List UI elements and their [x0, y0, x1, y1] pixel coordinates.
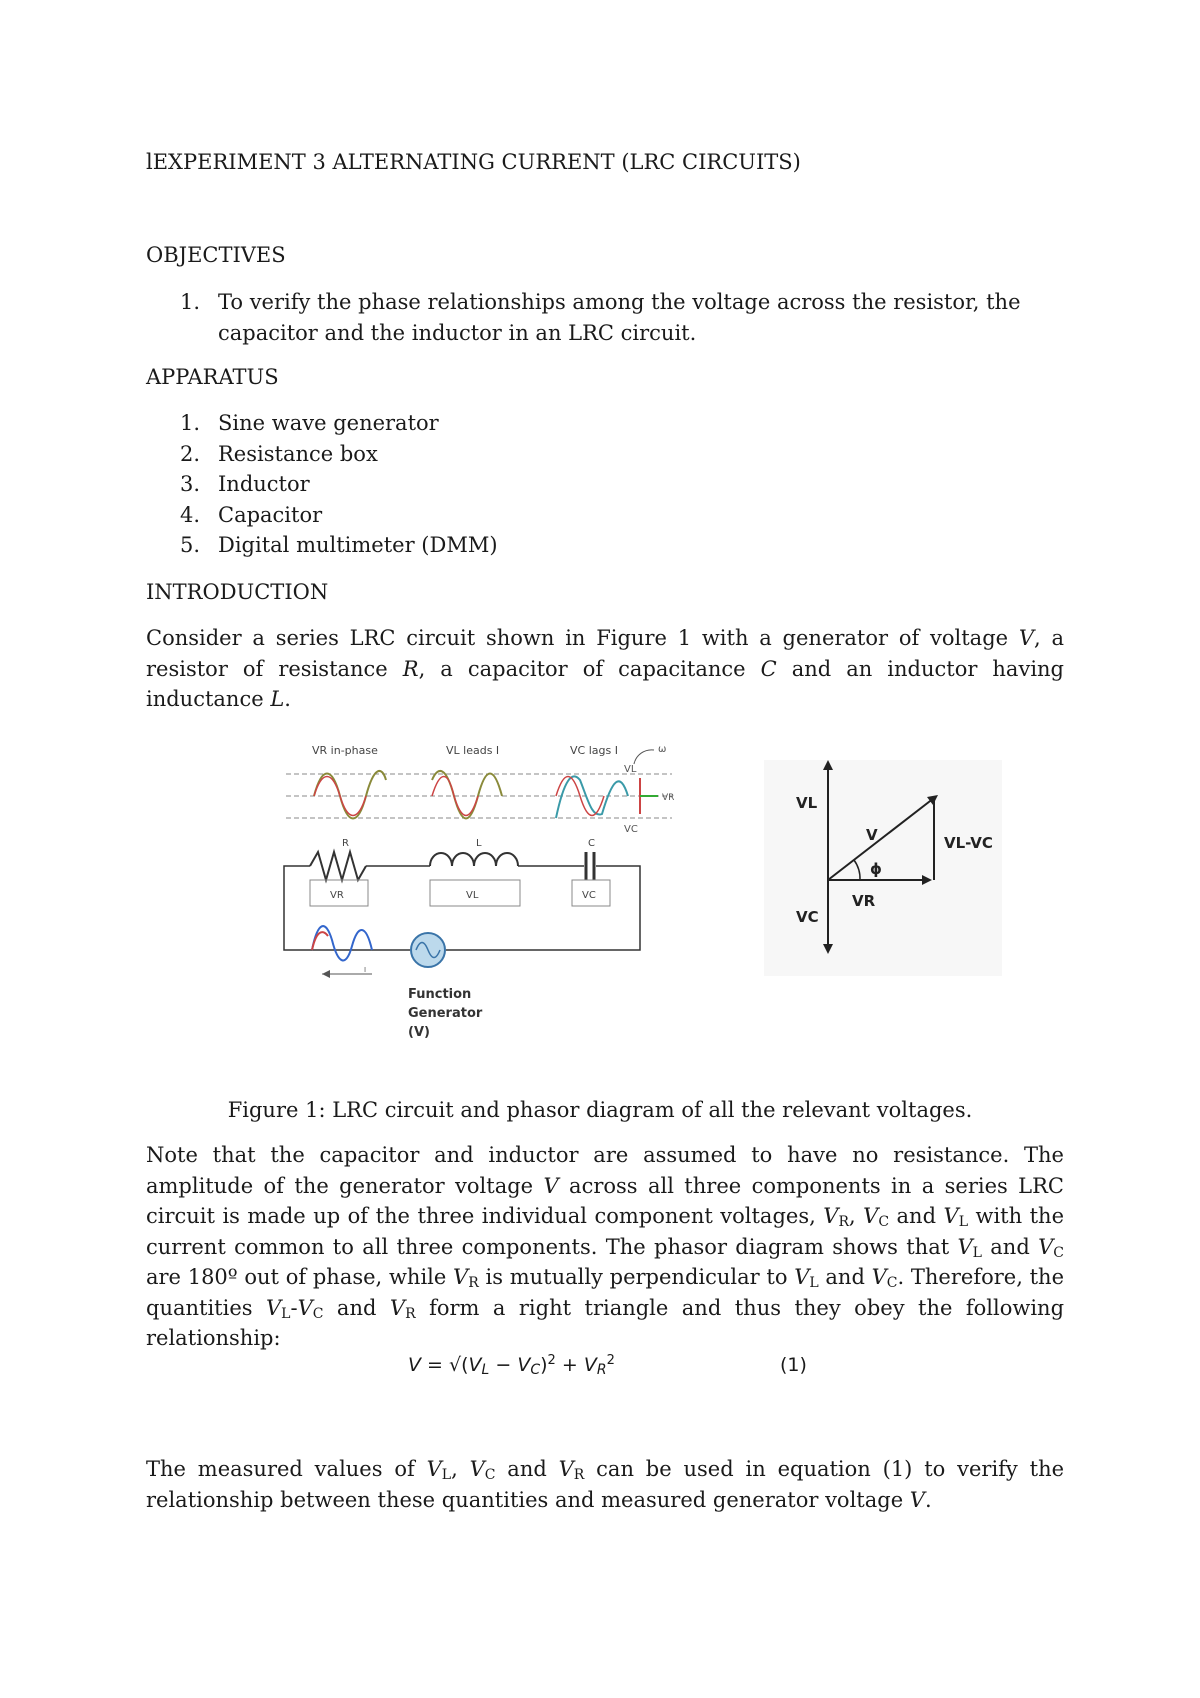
separator: - [290, 1295, 298, 1320]
omega-arc [634, 750, 654, 764]
inductor-symbol [430, 853, 518, 866]
eq-operator: = √( [421, 1354, 469, 1376]
phasor-label-v: V [866, 826, 878, 844]
symbol-v: V [297, 1295, 313, 1320]
document-title: lEXPERIMENT 3 ALTERNATING CURRENT (LRC CIRCUITS) [146, 150, 801, 174]
apparatus-text: Capacitor [218, 502, 323, 527]
figure-caption: Figure 1: LRC circuit and phasor diagram of all the relevant voltages. [227, 1098, 973, 1122]
label-vr-small: VR [662, 793, 675, 803]
apparatus-text: Sine wave generator [218, 411, 439, 435]
label-vr-in-phase: VR in-phase [312, 744, 378, 757]
apparatus-item [180, 500, 498, 531]
apparatus-heading: APPARATUS [146, 365, 279, 389]
subscript-l: L [972, 1244, 982, 1261]
final-text: . [924, 1487, 932, 1512]
subscript-l: L [441, 1467, 452, 1483]
apparatus-number: 4. [180, 502, 201, 527]
apparatus-list [180, 408, 498, 561]
apparatus-item [180, 408, 498, 439]
eq-exponent: 2 [606, 1353, 615, 1368]
figure-1 [282, 740, 1012, 1050]
label-current-i: I [364, 966, 367, 974]
symbol-v: V [794, 1265, 810, 1289]
subscript-c: C [484, 1467, 496, 1483]
eq-subscript: L [481, 1362, 490, 1378]
label-vc-lags: VC lags I [570, 744, 618, 757]
separator: , [451, 1457, 470, 1481]
symbol-v: V [558, 1457, 574, 1481]
final-text: The measured values of [146, 1457, 427, 1481]
symbol-v: V [1038, 1234, 1054, 1259]
note-text: . Therefore, the quantities [146, 1265, 1064, 1320]
eq-lhs: V [408, 1354, 421, 1376]
introduction-paragraph [146, 623, 1064, 715]
symbol-v: V [453, 1265, 469, 1289]
symbol-v: V [863, 1204, 879, 1228]
label-vr-box: VR [330, 890, 344, 901]
note-text: Note that the capacitor and inductor are assumed to have no resistance. The amplitude of the generator voltage [146, 1143, 1064, 1198]
apparatus-item [180, 530, 498, 561]
note-text: with the current common to all three components. The phasor diagram shows that [146, 1204, 1065, 1259]
equation-number: (1) [780, 1354, 807, 1376]
subscript-r: R [405, 1305, 416, 1322]
objective-text: To verify the phase relationships among the voltage across the resistor, the capacitor and the inductor in an LRC circuit. [218, 290, 1021, 345]
note-paragraph [146, 1140, 1064, 1354]
eq-operator: ) [540, 1354, 548, 1376]
eq-operator: − [489, 1354, 518, 1376]
subscript-l: L [958, 1214, 968, 1230]
label-vl-leads: VL leads I [446, 744, 500, 757]
separator: and [495, 1457, 559, 1481]
note-text: across all three components in a series LRC circuit is made up of the three individual component voltages, [146, 1173, 1064, 1228]
phasor-label-vl: VL [796, 794, 818, 812]
subscript-l: L [281, 1305, 291, 1322]
subscript-c: C [878, 1214, 890, 1230]
symbol-v: V [957, 1234, 973, 1259]
label-r: R [342, 838, 349, 849]
separator: and [889, 1204, 944, 1228]
apparatus-number: 2. [180, 441, 201, 466]
symbol-v: V [909, 1487, 925, 1512]
wire-right [446, 866, 640, 950]
func-gen-line3: (V) [408, 1025, 430, 1040]
objective-number: 1. [180, 290, 201, 314]
objectives-heading: OBJECTIVES [146, 243, 286, 267]
apparatus-item [180, 439, 498, 470]
bottom-current-wave-red [312, 932, 328, 950]
phasor-background [764, 760, 1002, 976]
eq-operator: + [555, 1354, 584, 1376]
current-arrow-head [322, 970, 330, 978]
vr-waveform [314, 771, 386, 819]
symbol-v: V [543, 1173, 559, 1198]
apparatus-number: 5. [180, 533, 201, 557]
label-omega: ω [658, 744, 667, 755]
note-text: form a right triangle and thus they obey the following relationship: [146, 1295, 1065, 1350]
apparatus-number: 1. [180, 411, 201, 435]
apparatus-text: Inductor [218, 472, 310, 496]
apparatus-item [180, 469, 498, 500]
note-text: are 180º out of phase, while [146, 1265, 454, 1289]
label-vc-box: VC [582, 890, 596, 901]
intro-text: , a resistor of resistance [146, 626, 1064, 681]
subscript-c: C [886, 1275, 898, 1291]
label-l: L [476, 838, 482, 849]
eq-symbol: V [583, 1354, 597, 1376]
symbol-c: C [760, 656, 777, 681]
separator: , [848, 1204, 864, 1228]
note-text: is mutually perpendicular to [478, 1265, 795, 1289]
symbol-v: V [469, 1457, 485, 1481]
label-vl-small: VL [624, 764, 637, 775]
symbol-v: V [266, 1295, 282, 1320]
phasor-label-vc: VC [796, 908, 819, 926]
intro-text: . [284, 687, 291, 711]
subscript-r: R [573, 1467, 585, 1483]
subscript-c: C [312, 1305, 324, 1322]
subscript-r: R [468, 1275, 479, 1291]
symbol-l: L [270, 687, 285, 711]
apparatus-text: Resistance box [218, 441, 378, 466]
vc-waveform [556, 776, 628, 818]
apparatus-text: Digital multimeter (DMM) [218, 533, 498, 557]
phasor-label-vr: VR [852, 892, 876, 910]
symbol-v: V [823, 1204, 839, 1228]
symbol-v: V [1018, 626, 1035, 650]
final-paragraph [146, 1454, 1064, 1515]
equation-1 [408, 1354, 615, 1376]
symbol-v: V [426, 1457, 442, 1481]
eq-subscript: R [596, 1362, 607, 1378]
separator: and [981, 1234, 1039, 1259]
label-vl-box: VL [466, 890, 479, 901]
introduction-heading: INTRODUCTION [146, 580, 329, 604]
eq-symbol: V [468, 1354, 482, 1376]
func-gen-line2: Generator [408, 1006, 483, 1021]
apparatus-number: 3. [180, 472, 201, 496]
label-vc-small: VC [624, 824, 638, 835]
subscript-l: L [809, 1275, 819, 1291]
eq-symbol: V [517, 1354, 531, 1376]
symbol-v: V [389, 1295, 406, 1320]
subscript-c: C [1053, 1244, 1064, 1261]
symbol-r: R [402, 656, 419, 681]
phasor-label-phi: ϕ [870, 860, 882, 878]
symbol-v: V [871, 1265, 887, 1289]
eq-exponent: 2 [547, 1353, 556, 1368]
phasor-label-vl-vc: VL-VC [944, 834, 993, 852]
func-gen-line1: Function [408, 987, 472, 1002]
subscript-r: R [838, 1214, 849, 1230]
separator: and [323, 1295, 390, 1320]
resistor-symbol [310, 852, 366, 880]
objectives-list [180, 287, 1060, 348]
wire-left-top [284, 866, 310, 886]
symbol-v: V [943, 1204, 959, 1228]
intro-text: and an inductor having inductance [146, 656, 1065, 711]
lrc-circuit-figure [282, 740, 1012, 1050]
objective-item [180, 287, 1060, 348]
separator: and [818, 1265, 872, 1289]
intro-text: Consider a series LRC circuit shown in Figure 1 with a generator of voltage [146, 626, 1019, 650]
wire-left-bottom [284, 886, 410, 950]
eq-subscript: C [530, 1362, 541, 1378]
intro-text: , a capacitor of capacitance [418, 656, 761, 681]
vl-waveform [432, 771, 502, 819]
final-text: can be used in equation (1) to verify the relationship between these quantities and measured generator voltage [146, 1457, 1065, 1512]
label-c: C [588, 838, 595, 849]
